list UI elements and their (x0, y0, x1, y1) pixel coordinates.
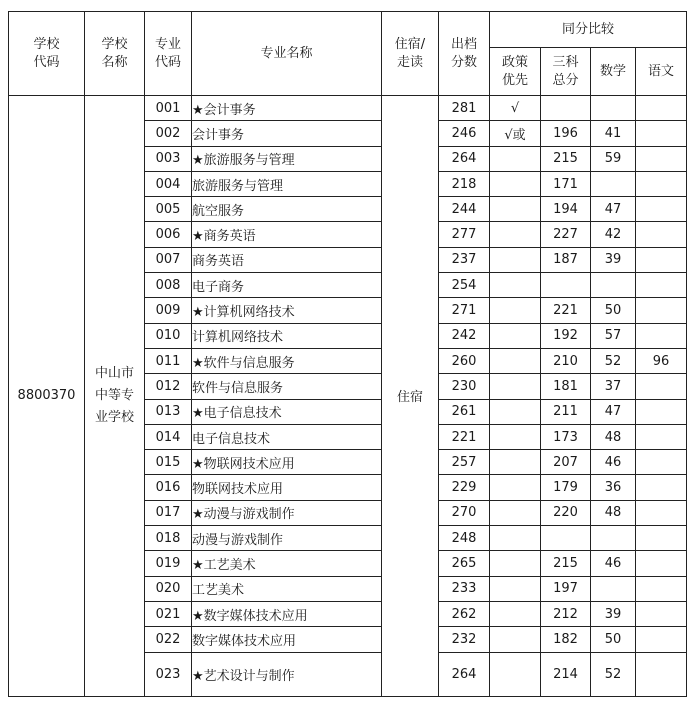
chinese-cell (636, 374, 687, 399)
math-cell (591, 273, 636, 298)
cutoff-cell: 229 (439, 475, 490, 500)
math-cell: 46 (591, 450, 636, 475)
three-total-cell: 181 (541, 374, 591, 399)
policy-cell (490, 197, 541, 222)
major-name-cell: ★商务英语 (192, 222, 382, 247)
three-total-cell: 211 (541, 399, 591, 424)
chinese-cell (636, 576, 687, 601)
math-cell: 52 (591, 348, 636, 373)
major-code-cell: 022 (145, 627, 192, 652)
major-code-cell: 006 (145, 222, 192, 247)
table-row (9, 96, 687, 121)
cutoff-cell: 270 (439, 500, 490, 525)
three-total-cell (541, 96, 591, 121)
major-name-cell: 动漫与游戏制作 (192, 526, 382, 551)
chinese-cell (636, 399, 687, 424)
major-code-cell: 010 (145, 323, 192, 348)
policy-cell (490, 247, 541, 272)
cutoff-cell: 248 (439, 526, 490, 551)
cutoff-cell: 246 (439, 121, 490, 146)
policy-cell (490, 222, 541, 247)
header-row-1 (9, 12, 687, 48)
chinese-cell (636, 197, 687, 222)
three-total-cell: 215 (541, 146, 591, 171)
chinese-cell (636, 601, 687, 626)
cutoff-cell: 218 (439, 171, 490, 196)
major-name-cell: ★物联网技术应用 (192, 450, 382, 475)
cutoff-cell: 262 (439, 601, 490, 626)
chinese-cell (636, 121, 687, 146)
major-name-cell: ★工艺美术 (192, 551, 382, 576)
three-total-cell (541, 273, 591, 298)
chinese-cell (636, 146, 687, 171)
major-code-cell: 019 (145, 551, 192, 576)
cutoff-cell: 265 (439, 551, 490, 576)
three-total-cell: 179 (541, 475, 591, 500)
major-code-cell: 017 (145, 500, 192, 525)
chinese-cell (636, 551, 687, 576)
cutoff-cell: 271 (439, 298, 490, 323)
chinese-cell (636, 424, 687, 449)
cutoff-cell: 237 (439, 247, 490, 272)
policy-cell (490, 348, 541, 373)
policy-cell: √或 (490, 121, 541, 146)
cutoff-cell: 257 (439, 450, 490, 475)
chinese-cell (636, 627, 687, 652)
chinese-cell (636, 450, 687, 475)
math-cell: 37 (591, 374, 636, 399)
math-cell (591, 96, 636, 121)
major-code-cell: 015 (145, 450, 192, 475)
major-name-cell: ★数字媒体技术应用 (192, 601, 382, 626)
school-name-line: 中等专 (94, 387, 134, 403)
cutoff-cell: 264 (439, 146, 490, 171)
chinese-cell (636, 298, 687, 323)
cutoff-cell: 221 (439, 424, 490, 449)
math-cell: 48 (591, 424, 636, 449)
cutoff-cell: 242 (439, 323, 490, 348)
policy-cell (490, 500, 541, 525)
policy-cell (490, 171, 541, 196)
policy-cell (490, 424, 541, 449)
math-cell (591, 526, 636, 551)
header-major-code: 专业 代码 (145, 12, 192, 96)
math-cell: 48 (591, 500, 636, 525)
table-body (9, 96, 687, 697)
chinese-cell (636, 652, 687, 696)
major-code-cell: 004 (145, 171, 192, 196)
cutoff-cell: 233 (439, 576, 490, 601)
major-code-cell: 023 (145, 652, 192, 696)
major-code-cell: 009 (145, 298, 192, 323)
major-name-cell: ★会计事务 (192, 96, 382, 121)
chinese-cell (636, 526, 687, 551)
major-code-cell: 012 (145, 374, 192, 399)
policy-cell: √ (490, 96, 541, 121)
three-total-cell: 220 (541, 500, 591, 525)
policy-cell (490, 576, 541, 601)
header-tie-compare: 同分比较 (490, 12, 687, 48)
math-cell: 47 (591, 197, 636, 222)
three-total-cell: 196 (541, 121, 591, 146)
chinese-cell (636, 273, 687, 298)
three-total-cell: 182 (541, 627, 591, 652)
chinese-cell (636, 96, 687, 121)
three-total-cell: 173 (541, 424, 591, 449)
policy-cell (490, 374, 541, 399)
major-name-cell: 数字媒体技术应用 (192, 627, 382, 652)
three-total-cell: 221 (541, 298, 591, 323)
header-lodging: 住宿/ 走读 (382, 12, 439, 96)
three-total-cell: 227 (541, 222, 591, 247)
header-chinese: 语文 (636, 48, 687, 96)
major-code-cell: 001 (145, 96, 192, 121)
three-total-cell: 187 (541, 247, 591, 272)
cutoff-cell: 281 (439, 96, 490, 121)
math-cell: 41 (591, 121, 636, 146)
school-name-cell (85, 96, 145, 697)
math-cell: 46 (591, 551, 636, 576)
math-cell: 52 (591, 652, 636, 696)
header-cutoff: 出档 分数 (439, 12, 490, 96)
school-code-cell: 8800370 (9, 96, 85, 697)
major-code-cell: 007 (145, 247, 192, 272)
lodging-cell: 住宿 (382, 96, 439, 697)
cutoff-cell: 260 (439, 348, 490, 373)
three-total-cell: 192 (541, 323, 591, 348)
chinese-cell (636, 247, 687, 272)
three-total-cell: 215 (541, 551, 591, 576)
major-name-cell: 软件与信息服务 (192, 374, 382, 399)
major-name-cell: ★艺术设计与制作 (192, 652, 382, 696)
math-cell (591, 576, 636, 601)
policy-cell (490, 526, 541, 551)
major-code-cell: 016 (145, 475, 192, 500)
major-name-cell: 旅游服务与管理 (192, 171, 382, 196)
major-code-cell: 008 (145, 273, 192, 298)
major-code-cell: 002 (145, 121, 192, 146)
major-code-cell: 020 (145, 576, 192, 601)
chinese-cell: 96 (636, 348, 687, 373)
policy-cell (490, 273, 541, 298)
math-cell: 42 (591, 222, 636, 247)
admission-table (8, 11, 687, 697)
three-total-cell: 210 (541, 348, 591, 373)
header-three-total: 三科 总分 (541, 48, 591, 96)
cutoff-cell: 244 (439, 197, 490, 222)
chinese-cell (636, 323, 687, 348)
cutoff-cell: 264 (439, 652, 490, 696)
major-name-cell: 商务英语 (192, 247, 382, 272)
policy-cell (490, 399, 541, 424)
chinese-cell (636, 475, 687, 500)
major-code-cell: 011 (145, 348, 192, 373)
major-name-cell: 物联网技术应用 (192, 475, 382, 500)
major-name-cell: 航空服务 (192, 197, 382, 222)
math-cell (591, 171, 636, 196)
math-cell: 50 (591, 298, 636, 323)
cutoff-cell: 277 (439, 222, 490, 247)
cutoff-cell: 254 (439, 273, 490, 298)
major-code-cell: 014 (145, 424, 192, 449)
policy-cell (490, 627, 541, 652)
major-name-cell: 电子商务 (192, 273, 382, 298)
school-name-line: 中山市 (94, 365, 134, 381)
chinese-cell (636, 500, 687, 525)
major-code-cell: 018 (145, 526, 192, 551)
math-cell: 57 (591, 323, 636, 348)
major-name-cell: ★动漫与游戏制作 (192, 500, 382, 525)
major-name-cell: 计算机网络技术 (192, 323, 382, 348)
major-code-cell: 003 (145, 146, 192, 171)
three-total-cell: 207 (541, 450, 591, 475)
major-name-cell: 电子信息技术 (192, 424, 382, 449)
header-policy: 政策 优先 (490, 48, 541, 96)
header-school-code: 学校 代码 (9, 12, 85, 96)
three-total-cell: 212 (541, 601, 591, 626)
cutoff-cell: 232 (439, 627, 490, 652)
cutoff-cell: 230 (439, 374, 490, 399)
major-code-cell: 021 (145, 601, 192, 626)
math-cell: 47 (591, 399, 636, 424)
major-name-cell: 工艺美术 (192, 576, 382, 601)
three-total-cell: 197 (541, 576, 591, 601)
three-total-cell: 171 (541, 171, 591, 196)
policy-cell (490, 601, 541, 626)
header-school-name: 学校 名称 (85, 12, 145, 96)
three-total-cell: 214 (541, 652, 591, 696)
policy-cell (490, 652, 541, 696)
school-name-line: 业学校 (94, 409, 134, 425)
major-name-cell: 会计事务 (192, 121, 382, 146)
chinese-cell (636, 222, 687, 247)
cutoff-cell: 261 (439, 399, 490, 424)
major-name-cell: ★计算机网络技术 (192, 298, 382, 323)
math-cell: 50 (591, 627, 636, 652)
policy-cell (490, 323, 541, 348)
major-name-cell: ★旅游服务与管理 (192, 146, 382, 171)
math-cell: 39 (591, 601, 636, 626)
chinese-cell (636, 171, 687, 196)
major-code-cell: 013 (145, 399, 192, 424)
math-cell: 36 (591, 475, 636, 500)
policy-cell (490, 551, 541, 576)
policy-cell (490, 475, 541, 500)
math-cell: 59 (591, 146, 636, 171)
math-cell: 39 (591, 247, 636, 272)
header-major-name: 专业名称 (192, 12, 382, 96)
major-code-cell: 005 (145, 197, 192, 222)
major-name-cell: ★电子信息技术 (192, 399, 382, 424)
three-total-cell (541, 526, 591, 551)
policy-cell (490, 146, 541, 171)
header-math: 数学 (591, 48, 636, 96)
major-name-cell: ★软件与信息服务 (192, 348, 382, 373)
three-total-cell: 194 (541, 197, 591, 222)
policy-cell (490, 450, 541, 475)
policy-cell (490, 298, 541, 323)
